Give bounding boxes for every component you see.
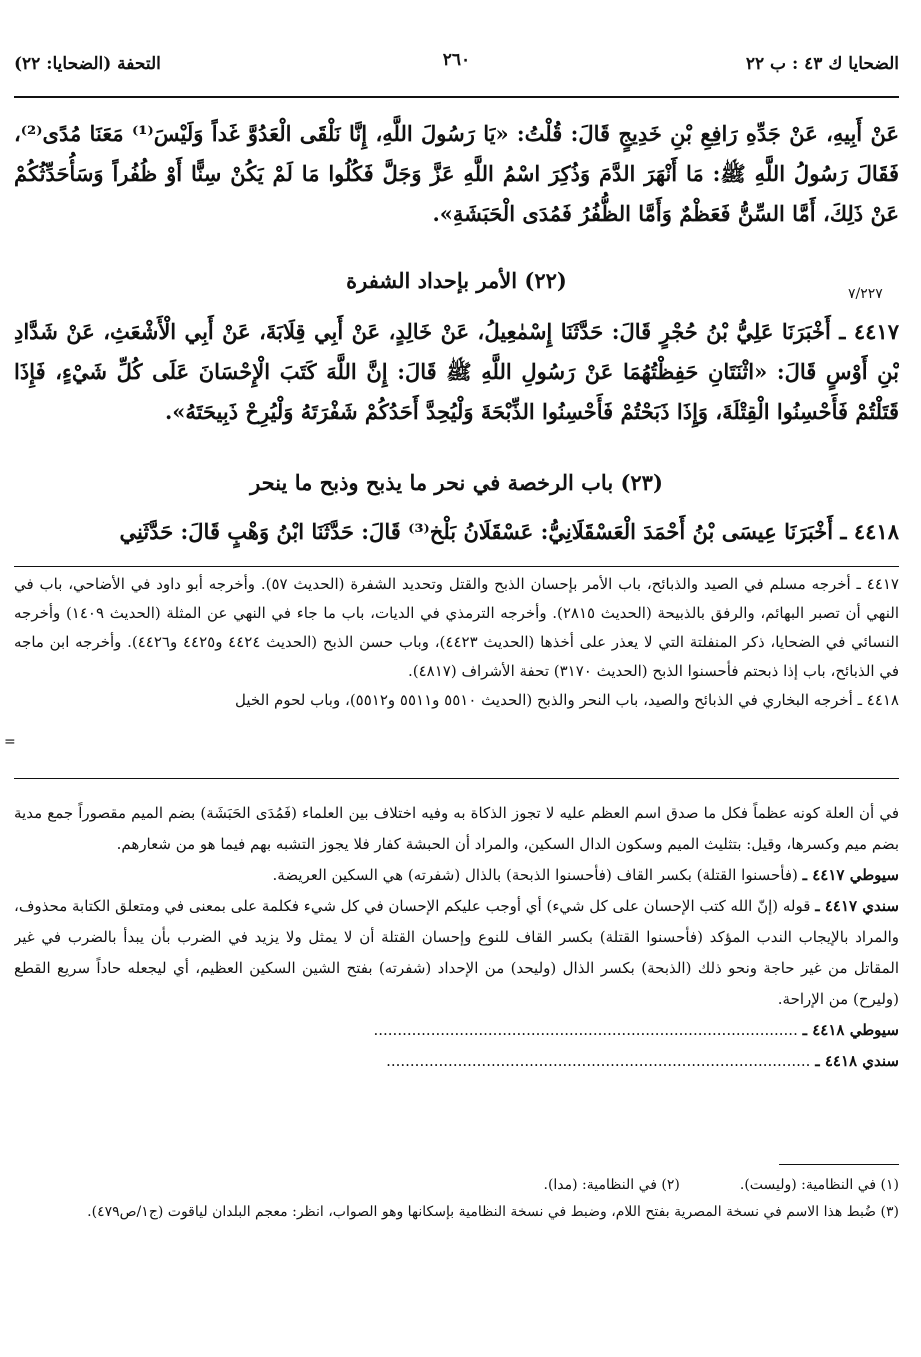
hadith-4418: ٤٤١٨ ـ أَخْبَرَنَا عِيسَى بْنُ أَحْمَدَ الْعَسْقَلَانِيُّ: عَسْقَلَانُ بَلْخ⁽³⁾ قَالَ: حَدَّثَنَا ابْنُ وَهْبٍ قَالَ: حَدَّثَنِي [119, 519, 899, 544]
takhrij-separator [14, 566, 899, 567]
header-tuhfa-ref: التحفة (الضحايا: ٢٢) [14, 54, 161, 74]
page-number: ٢٦٠ [442, 50, 471, 70]
footnote-row [14, 1172, 899, 1199]
header-chapter-ref: الضحايا ك ٤٣ : ب ٢٢ [745, 54, 899, 74]
takhrij-4417: ٤٤١٧ ـ أخرجه مسلم في الصيد والذبائح، باب الأمر بإحسان الذبح والقتل وتحديد الشفرة (الحديث ٥٧). وأخرجه أبو داود في الأضاحي، باب في النهي أن تصبر البهائم، والرفق بالذبيحة (الحديث ٢٨١٥). وأخرجه الترمذي في الديات، باب ما جاء في النهي عن المثلة (الحديث ١٤٠٩) وأخرجه النسائي في الضحايا، ذكر المنفلتة التي لا يعذر على أخذها (الحديث ٤٤٢٣)، وباب حسن الذبح (الحديث ٤٤٢٤ و٤٤٢٥ و٤٤٢٦). وأخرجه ابن ماجه في الذبائح، باب إذا ذبحتم فأحسنوا الذبح (الحديث ٣١٧٠) تحفة الأشراف (٤٨١٧). [14, 575, 899, 680]
header-rule [14, 96, 899, 98]
margin-reference: ٧/٢٢٧ [848, 286, 883, 302]
side-mark: = [4, 734, 16, 750]
suyuti-4418-dots: ......................................................................................... [373, 1021, 798, 1039]
suyuti-4417-text: (فأحسنوا القتلة) بكسر القاف (فأحسنوا الذبحة) بالذال (شفرته) هي السكين العريضة. [272, 866, 798, 884]
footnote-1: (١) في النظامية: (وليست). [739, 1177, 899, 1193]
suyuti-4418-label: سيوطي ٤٤١٨ ـ [802, 1021, 899, 1039]
takhrij-notes [14, 570, 899, 772]
footnote-3: (٣) ضُبط هذا الاسم في نسخة المصرية بفتح اللام، وضبط في نسخة النظامية بإسكانها وهو الصواب، انظر: معجم البلدان لياقوت (ج١/ص٤٧٩). [87, 1204, 899, 1220]
footnote-2: (٢) في النظامية: (مدا). [543, 1177, 680, 1193]
hadith-4417: ٤٤١٧ ـ أَخْبَرَنَا عَلِيُّ بْنُ حُجْرٍ قَالَ: حَدَّثَنَا إِسْمٰعِيلُ، عَنْ خَالِدٍ، عَنْ أَبِي قِلَابَةَ، عَنْ أَبِي الْأَشْعَثِ، عَنْ شَدَّادِ بْنِ أَوْسٍ قَالَ: «اثْنَتَانِ حَفِظْتُهُمَا عَنْ رَسُولِ اللَّهِ ﷺ قَالَ: إِنَّ اللَّهَ كَتَبَ الْإِحْسَانَ عَلَى كُلِّ شَيْءٍ، فَإِذَا قَتَلْتُمْ فَأَحْسِنُوا الْقِتْلَةَ، وَإِذَا ذَبَحْتُمْ فَأَحْسِنُوا الذِّبْحَةَ وَلْيُحِدَّ أَحَدُكُمْ شَفْرَتَهُ وَلْيُرِحْ ذَبِيحَتَهُ». [14, 319, 899, 424]
suyuti-4417-note [14, 860, 899, 891]
sindi-4417-note [14, 891, 899, 1015]
takhrij-4418: ٤٤١٨ ـ أخرجه البخاري في الذبائح والصيد، باب النحر والذبح (الحديث ٥٥١٠ و٥٥١١ و٥٥١٢)، وباب لحوم الخيل [234, 691, 899, 709]
suyuti-4418-note [14, 1015, 899, 1046]
sindi-4418-dots: ......................................................................................... [386, 1052, 811, 1070]
sindi-4417-label: سندي ٤٤١٧ ـ [815, 897, 899, 915]
suyuti-4417-label: سيوطي ٤٤١٧ ـ [802, 866, 899, 884]
chapter-title-23: (٢٣) باب الرخصة في نحر ما يذبح وذبح ما ينحر [250, 470, 663, 495]
hadith-continuation: عَنْ أَبِيهِ، عَنْ جَدِّهِ رَافِعِ بْنِ خَدِيجٍ قَالَ: قُلْتُ: «يَا رَسُولَ اللَّهِ، إِنَّا نَلْقَى الْعَدُوَّ غَداً وَلَيْسَ⁽¹⁾ مَعَنَا مُدًى⁽²⁾، فَقَالَ رَسُولُ اللَّهِ ﷺ: مَا أَنْهَرَ الدَّمَ وَذُكِرَ اسْمُ اللَّهِ عَزَّ وَجَلَّ فَكُلُوا مَا لَمْ يَكُنْ سِنًّا أَوْ ظُفُراً وَسَأُحَدِّثُكُمْ عَنْ ذَلِكَ، أَمَّا السِّنُّ فَعَظْمٌ وَأَمَّا الظُّفُرُ فَمُدَى الْحَبَشَةِ». [14, 121, 899, 226]
commentary-section [14, 798, 899, 1146]
footnotes [14, 1172, 899, 1252]
sindi-4418-note [14, 1046, 899, 1077]
commentary-separator [14, 778, 899, 779]
footnote-separator [779, 1164, 899, 1165]
chapter-title-22: (٢٢) الأمر بإحداد الشفرة [346, 268, 567, 293]
commentary-intro: في أن العلة كونه عظماً فكل ما صدق اسم العظم عليه لا تجوز الذكاة به وفيه اختلاف بين العلماء (فَمُدَى الحَبَشَة) بضم الميم مقصوراً جمع مدية بضم ميم وكسرها، وقيل: بتثليث الميم وسكون الدال السكين، والمراد أن الحبشة كفار فلا يجوز التشبه بهم فيما هو من شعارهم. [14, 804, 899, 853]
sindi-4418-label: سندي ٤٤١٨ ـ [815, 1052, 899, 1070]
sindi-4417-text: قوله (إنّ الله كتب الإحسان على كل شيء) أي أوجب عليكم الإحسان في كل شيء فكلمة على بمعنى في ومتعلق الكتابة محذوف، والمراد بالإيجاب الندب المؤكد (فأحسنوا القتلة) بكسر القاف للنوع وإحسان القتلة أن لا يمثل ولا يزيد في الضرب بأن يبدأ بالضرب في غير المقاتل من غير حاجة ونحو ذلك (الذبحة) بكسر الذال (وليحد) من الإحداد (شفرته) بفتح الشين السكين العظيم، أي ليجعله حاداً سريع القطع (وليرح) من الإراحة. [14, 897, 899, 1008]
running-header [14, 44, 899, 84]
